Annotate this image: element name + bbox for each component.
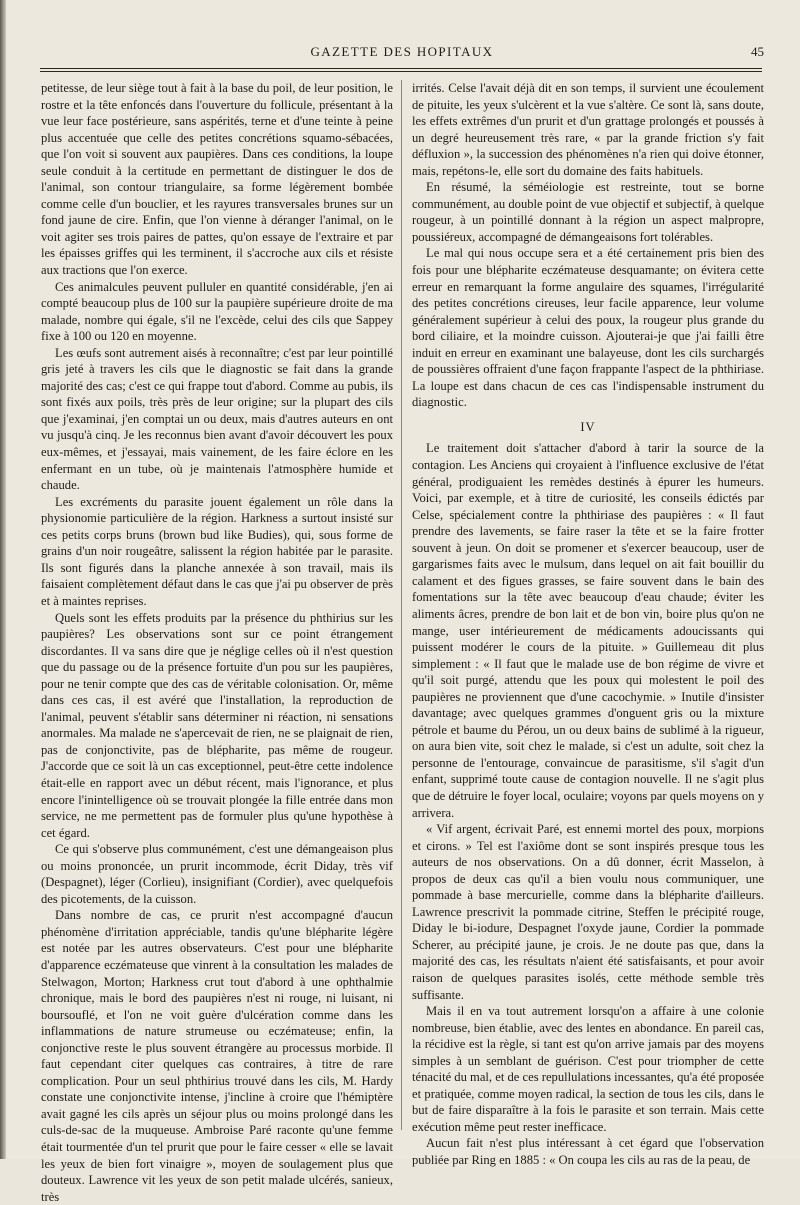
paragraph: Le mal qui nous occupe sera et a été certainement pris bien des fois pour une blépharite eczémateuse desquamante; on évitera cette erreur en remarquant la forme angulaire des squames, l'irrégularité des petites concrétions cireuses, leur facile apparence, leur volume généralement supérieur à celui des poux, la rougeur plus grande du bord ciliaire, et la moindre cuisson. Ajouterai-je que j'ai failli être induit en erreur en examinant une balayeuse, dont les cils surchargés de poussières offraient d'une façon frappante l'aspect de la phthiriase. La loupe est dans chacun de ces cas l'indispensable instrument du diagnostic. (412, 246, 764, 410)
paragraph: Les œufs sont autrement aisés à reconnaître; c'est par leur pointillé gris jeté à travers les cils que le diagnostic se fait dans la grande majorité des cas; c'est ce qui frappe tout d'abord. Comme au pubis, ils sont fixés aux poils, très près de leur origine; sur la plupart des cils que j'examinai, j'en comptai un ou deux, mais d'autres auteurs en ont vu jusqu'à cinq. Je les reconnus bien avant d'avoir découvert les poux eux-mêmes, et j'essayai, mais vainement, de les faire éclore en les enfermant en un tube, où je maintenais l'atmosphère humide et chaude. (41, 345, 393, 493)
paragraph: « Vif argent, écrivait Paré, est ennemi mortel des poux, morpions et cirons. » Tel est l'axiôme dont se sont inspirés presque tous les auteurs de nos observations. On a dû donner, écrit Masselon, à propos de deux cas qu'il a bien voulu nous communiquer, une pommade à base mercurielle, comme dans la blépharite d'ailleurs. Lawrence prescrivit la pommade citrine, Steffen le précipité rouge, Diday le bi-iodure, Despagnet l'oxyde jaune, Cordier la pommade Scherer, au précipité jaune, je crois. Je ne doute pas que, dans la majorité des cas, les résultats n'aient été satisfaisants, et pour avoir raison de quelques parasites isolés, cette méthode semble très suffisante. (412, 822, 764, 1002)
page-header (40, 44, 764, 64)
paragraph: Les excréments du parasite jouent également un rôle dans la physionomie particulière de la région. Harkness a surtout insisté sur ces petits corps bruns (brown bud like Budies), qui, sous forme de grains d'un noir rougeâtre, salissent la région habitée par le parasite. Ils sont figurés dans la planche annexée à son travail, mais ils faisaient complètement défaut dans le cas que j'ai pu observer de près et à maintes reprises. (41, 494, 393, 608)
section-heading: IV (580, 419, 596, 434)
paragraph: petitesse, de leur siège tout à fait à la base du poil, de leur position, le rostre et la tête enfoncés dans l'ouverture du follicule, présentant à la vue leur face postérieure, sans aspérités, terne et d'une teinte à peine plus accentuée que celle des petites concrétions squamo-sébacées, que l'on voit si souvent aux paupières. Dans ces conditions, la loupe seule conduit à la certitude en permettant de distinguer le dos de l'animal, son contour triangulaire, sa forme légèrement bombée comme celle d'un bouclier, et les rayures transversales brunes sur un fond jaune de cire. Enfin, que l'on vienne à déranger l'animal, on le voit agiter ses trois paires de pattes, qu'on essaye de l'extraire et par les épaisses griffes qui les terminent, il s'accroche aux cils et résiste aux tractions que l'on exerce. (41, 81, 393, 278)
page-binding-edge (0, 0, 6, 1159)
paragraph: irrités. Celse l'avait déjà dit en son temps, il survient une écoulement de pituite, les yeux s'ulcèrent et la vue s'altère. Ce sont là, sans doute, les effets extrêmes d'un prurit et d'un grattage prolongés et poussés à un degré heureusement très rare, « par la grande friction s'y fait défluxion », la succession des phénomènes n'a rien qui doive étonner, mais, repétons-le, elle sort du domaine des faits habituels. (412, 81, 764, 178)
right-column (412, 80, 764, 1169)
running-title: GAZETTE DES HOPITAUX (310, 44, 494, 59)
paragraph: En résumé, la séméiologie est restreinte, tout se borne communément, au double point de vue objectif et subjectif, à quelque rougeur, à un pointillé donnant à la région un aspect malpropre, poussiéreux, accompagné de démangeaisons fort tolérables. (412, 180, 764, 244)
column-divider (401, 80, 402, 1130)
left-column (41, 80, 393, 1205)
page-number: 45 (751, 44, 764, 59)
paragraph: Ces animalcules peuvent pulluler en quantité considérable, j'en ai compté beaucoup plus de 100 sur la paupière supérieure droite de ma malade, nombre qui égale, s'il ne l'excède, celui des cils que Sappey fixe à 100 ou 120 en moyenne. (41, 279, 393, 344)
header-rule (40, 68, 762, 72)
paragraph: Quels sont les effets produits par la présence du phthirius sur les paupières? Les observations sont sur ce point étrangement discordantes. Il va sans dire que je néglige celles où il n'est question que du passage ou de la présence fortuite d'un pou sur les paupières, pour ne tenir compte que des cas de véritable colonisation. Or, même dans ces cas, il est avéré que l'installation, la reproduction de l'animal, peuvent s'établir sans déterminer ni réaction, ni sensations anormales. Ma malade ne s'apercevait de rien, ne se plaignait de rien, pas de conjonctivite, pas de blépharite, pas même de rougeur. J'accorde que ce soit là un cas exceptionnel, peut-être cette indolence était-elle en rapport avec un début récent, mais l'ignorance, et plus encore l'inintelligence où se trouvait plongée la fille entrée dans mon service, ne me permettent pas de formuler plus qu'une hypothèse à cet égard. (41, 610, 393, 840)
paragraph: Mais il en va tout autrement lorsqu'on a affaire à une colonie nombreuse, bien établie, avec des lentes en abondance. En pareil cas, la récidive est la règle, si tant est qu'on arrive jamais par des moyens simples à un semblant de guérison. C'est pour triompher de cette ténacité du mal, et de ces repullulations incessantes, qu'a été proposée et pratiquée, comme moyen radical, la section de tous les cils, dans le but de faire disparaître à la fois le parasite et son terrain. Mais cette exécution même peut rester inefficace. (412, 1004, 764, 1134)
paragraph: Ce qui s'observe plus communément, c'est une démangeaison plus ou moins prononcée, un prurit incommode, écrit Diday, très vif (Despagnet), léger (Corlieu), insignifiant (Cordier), avec quelquefois des picotements, de la cuisson. (41, 842, 393, 906)
paragraph: Dans nombre de cas, ce prurit n'est accompagné d'aucun phénomène d'irritation appréciable, tandis qu'une blépharite légère est notée par les autres observateurs. C'est pour une blépharite d'apparence eczémateuse que vinrent à la consultation les malades de Stelwagon, Morton; Harkness crut tout d'abord à une ophthalmie chronique, mais le bord des paupières n'est ni rouge, ni luisant, ni boursouflé, et l'on ne voit guère d'ulcération comme dans les inflammations de nature strumeuse ou eczémateuse; enfin, la conjonctive reste le plus souvent étrangère au processus morbide. Il faut cependant citer quelques cas contraires, à titre de rare complication. Pour un seul phthirius trouvé dans les cils, M. Hardy constate une conjonctivite intense, j'incline à croire que l'hémiptère avait gagné les cils après un séjour plus ou moins prolongé dans les culs-de-sac de la muqueuse. Ambroise Paré raconte qu'une femme était tourmentée d'un tel prurit que pour le faire cesser « elle se lavait les yeux de bien fort vinaigre », moyen de soulagement plus que douteux. Lawrence vit les yeux de son petit malade ulcérés, sanieux, très (41, 908, 393, 1204)
paragraph: Le traitement doit s'attacher d'abord à tarir la source de la contagion. Les Anciens qui croyaient à l'influence exclusive de l'état général, prodiguaient les remèdes destinés à épurer les humeurs. Voici, par exemple, et à titre de curiosité, les conseils édictés par Celse, spécialement contre la phthiriase des paupières : « Il faut prendre des lavements, se faire raser la tête et se la faire frotter souvent à jeun. On doit se promener et s'exercer beaucoup, user de gargarismes faits avec le mulsum, dans lequel on ait fait bouillir du calament et des figues grasses, se faire souvent dans le bain des fomentations sur la tête avec beaucoup d'eau chaude; éviter les aliments âcres, prendre de bon lait et de bon vin, boire plus qu'on ne mange, user intérieurement de médicaments adoucissants qui puissent modérer le cours de la pituite. » Guillemeau dit plus simplement : « Il faut que le malade use de bon régime de vivre et qu'il soit purgé, attendu que les poux qui molestent le poil des paupières ne proviennent que d'une cacochymie. » Inutile d'insister davantage; avec quelques grammes d'onguent gris ou la mixture pétrole et baume du Pérou, un ou deux bains de sublimé à la rigueur, on aura bien vite, soit chez le malade, si c'est un adulte, soit chez la personne de l'entourage, convaincue de parasitisme, s'il s'agit d'un enfant, supprimé toute cause de contagion nouvelle. Il ne s'agit plus que de détruire le foyer local, oculaire; voyons par quels moyens on y arrivera. (412, 441, 764, 820)
paragraph: Aucun fait n'est plus intéressant à cet égard que l'observation publiée par Ring en 1885 : « On coupa les cils au ras de la peau, de (412, 1136, 764, 1167)
